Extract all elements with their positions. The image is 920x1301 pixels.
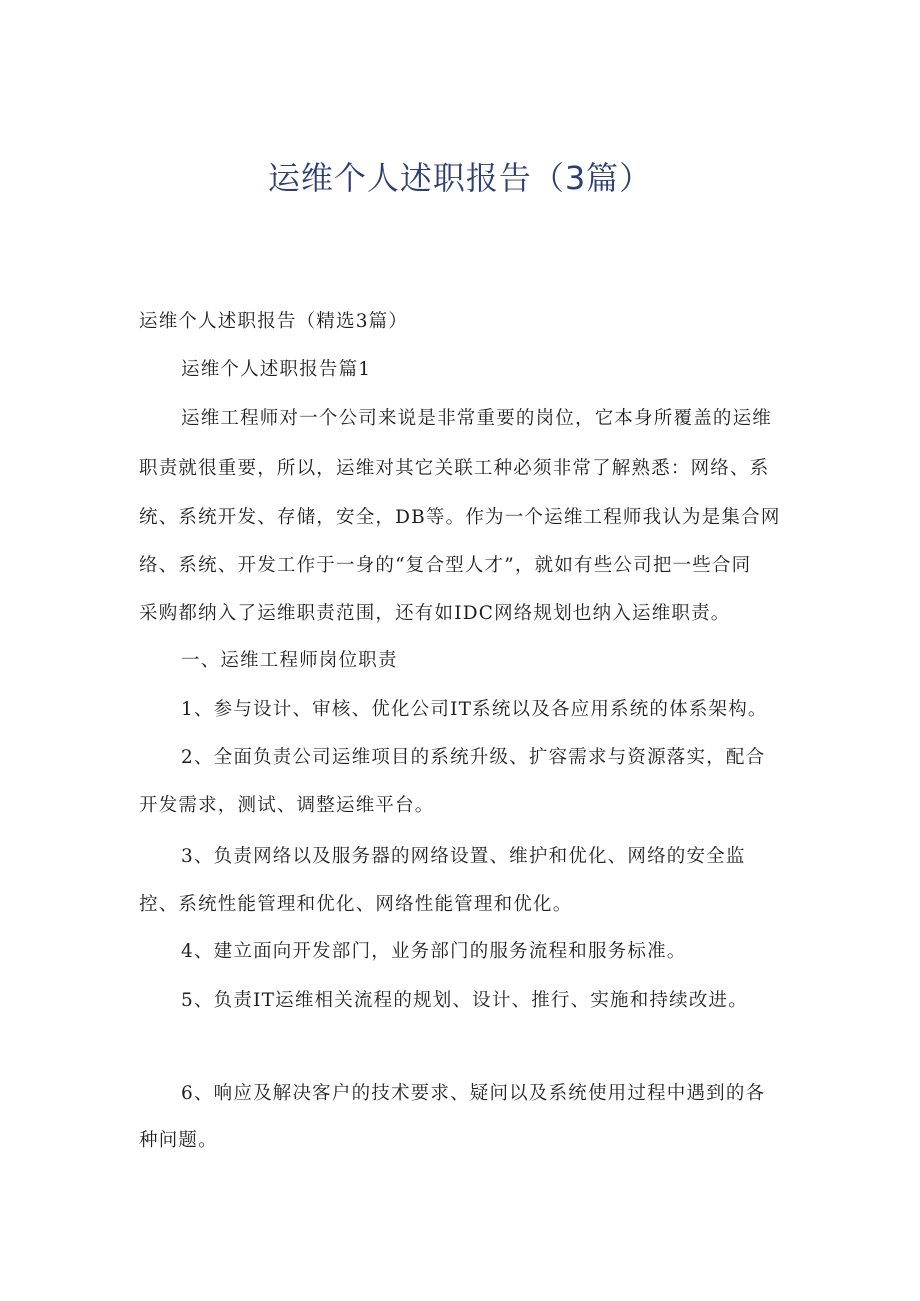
section-heading: 运维个人述职报告篇1: [181, 359, 372, 380]
duty-item-2-line: 开发需求，测试、调整运维平台。: [139, 795, 435, 816]
duty-item-2-line: 2、全面负责公司运维项目的系统升级、扩容需求与资源落实，配合: [181, 747, 766, 768]
paragraph-line: 采购都纳入了运维职责范围，还有如IDC网络规划也纳入运维职责。: [139, 603, 731, 624]
duty-item-5: 5、负责IT运维相关流程的规划、设计、推行、实施和持续改进。: [181, 990, 748, 1011]
duty-item-6-line: 6、响应及解决客户的技术要求、疑问以及系统使用过程中遇到的各: [181, 1083, 766, 1104]
duty-item-3-line: 3、负责网络以及服务器的网络设置、维护和优化、网络的安全监: [181, 846, 746, 867]
duty-item-3-line: 控、系统性能管理和优化、网络性能管理和优化。: [139, 894, 573, 915]
duty-item-6-line: 种问题。: [139, 1130, 218, 1151]
duty-item-1: 1、参与设计、审核、优化公司IT系统以及各应用系统的体系架构。: [181, 699, 768, 720]
paragraph-line: 统、系统开发、存储，安全，DB等。作为一个运维工程师我认为是集合网: [139, 507, 781, 528]
document-subtitle: 运维个人述职报告（精选3篇）: [139, 311, 409, 332]
paragraph-line: 职责就很重要，所以，运维对其它关联工种必须非常了解熟悉：网络、系: [139, 458, 770, 479]
paragraph-line: 运维工程师对一个公司来说是非常重要的岗位，它本身所覆盖的运维: [181, 408, 773, 429]
duty-item-4: 4、建立面向开发部门，业务部门的服务流程和服务标准。: [181, 941, 687, 962]
duties-heading: 一、运维工程师岗位职责: [181, 650, 398, 671]
paragraph-line: 络、系统、开发工作于一身的“复合型人才”，就如有些公司把一些合同: [139, 555, 752, 576]
document-title: 运维个人述职报告（3篇）: [267, 159, 653, 197]
